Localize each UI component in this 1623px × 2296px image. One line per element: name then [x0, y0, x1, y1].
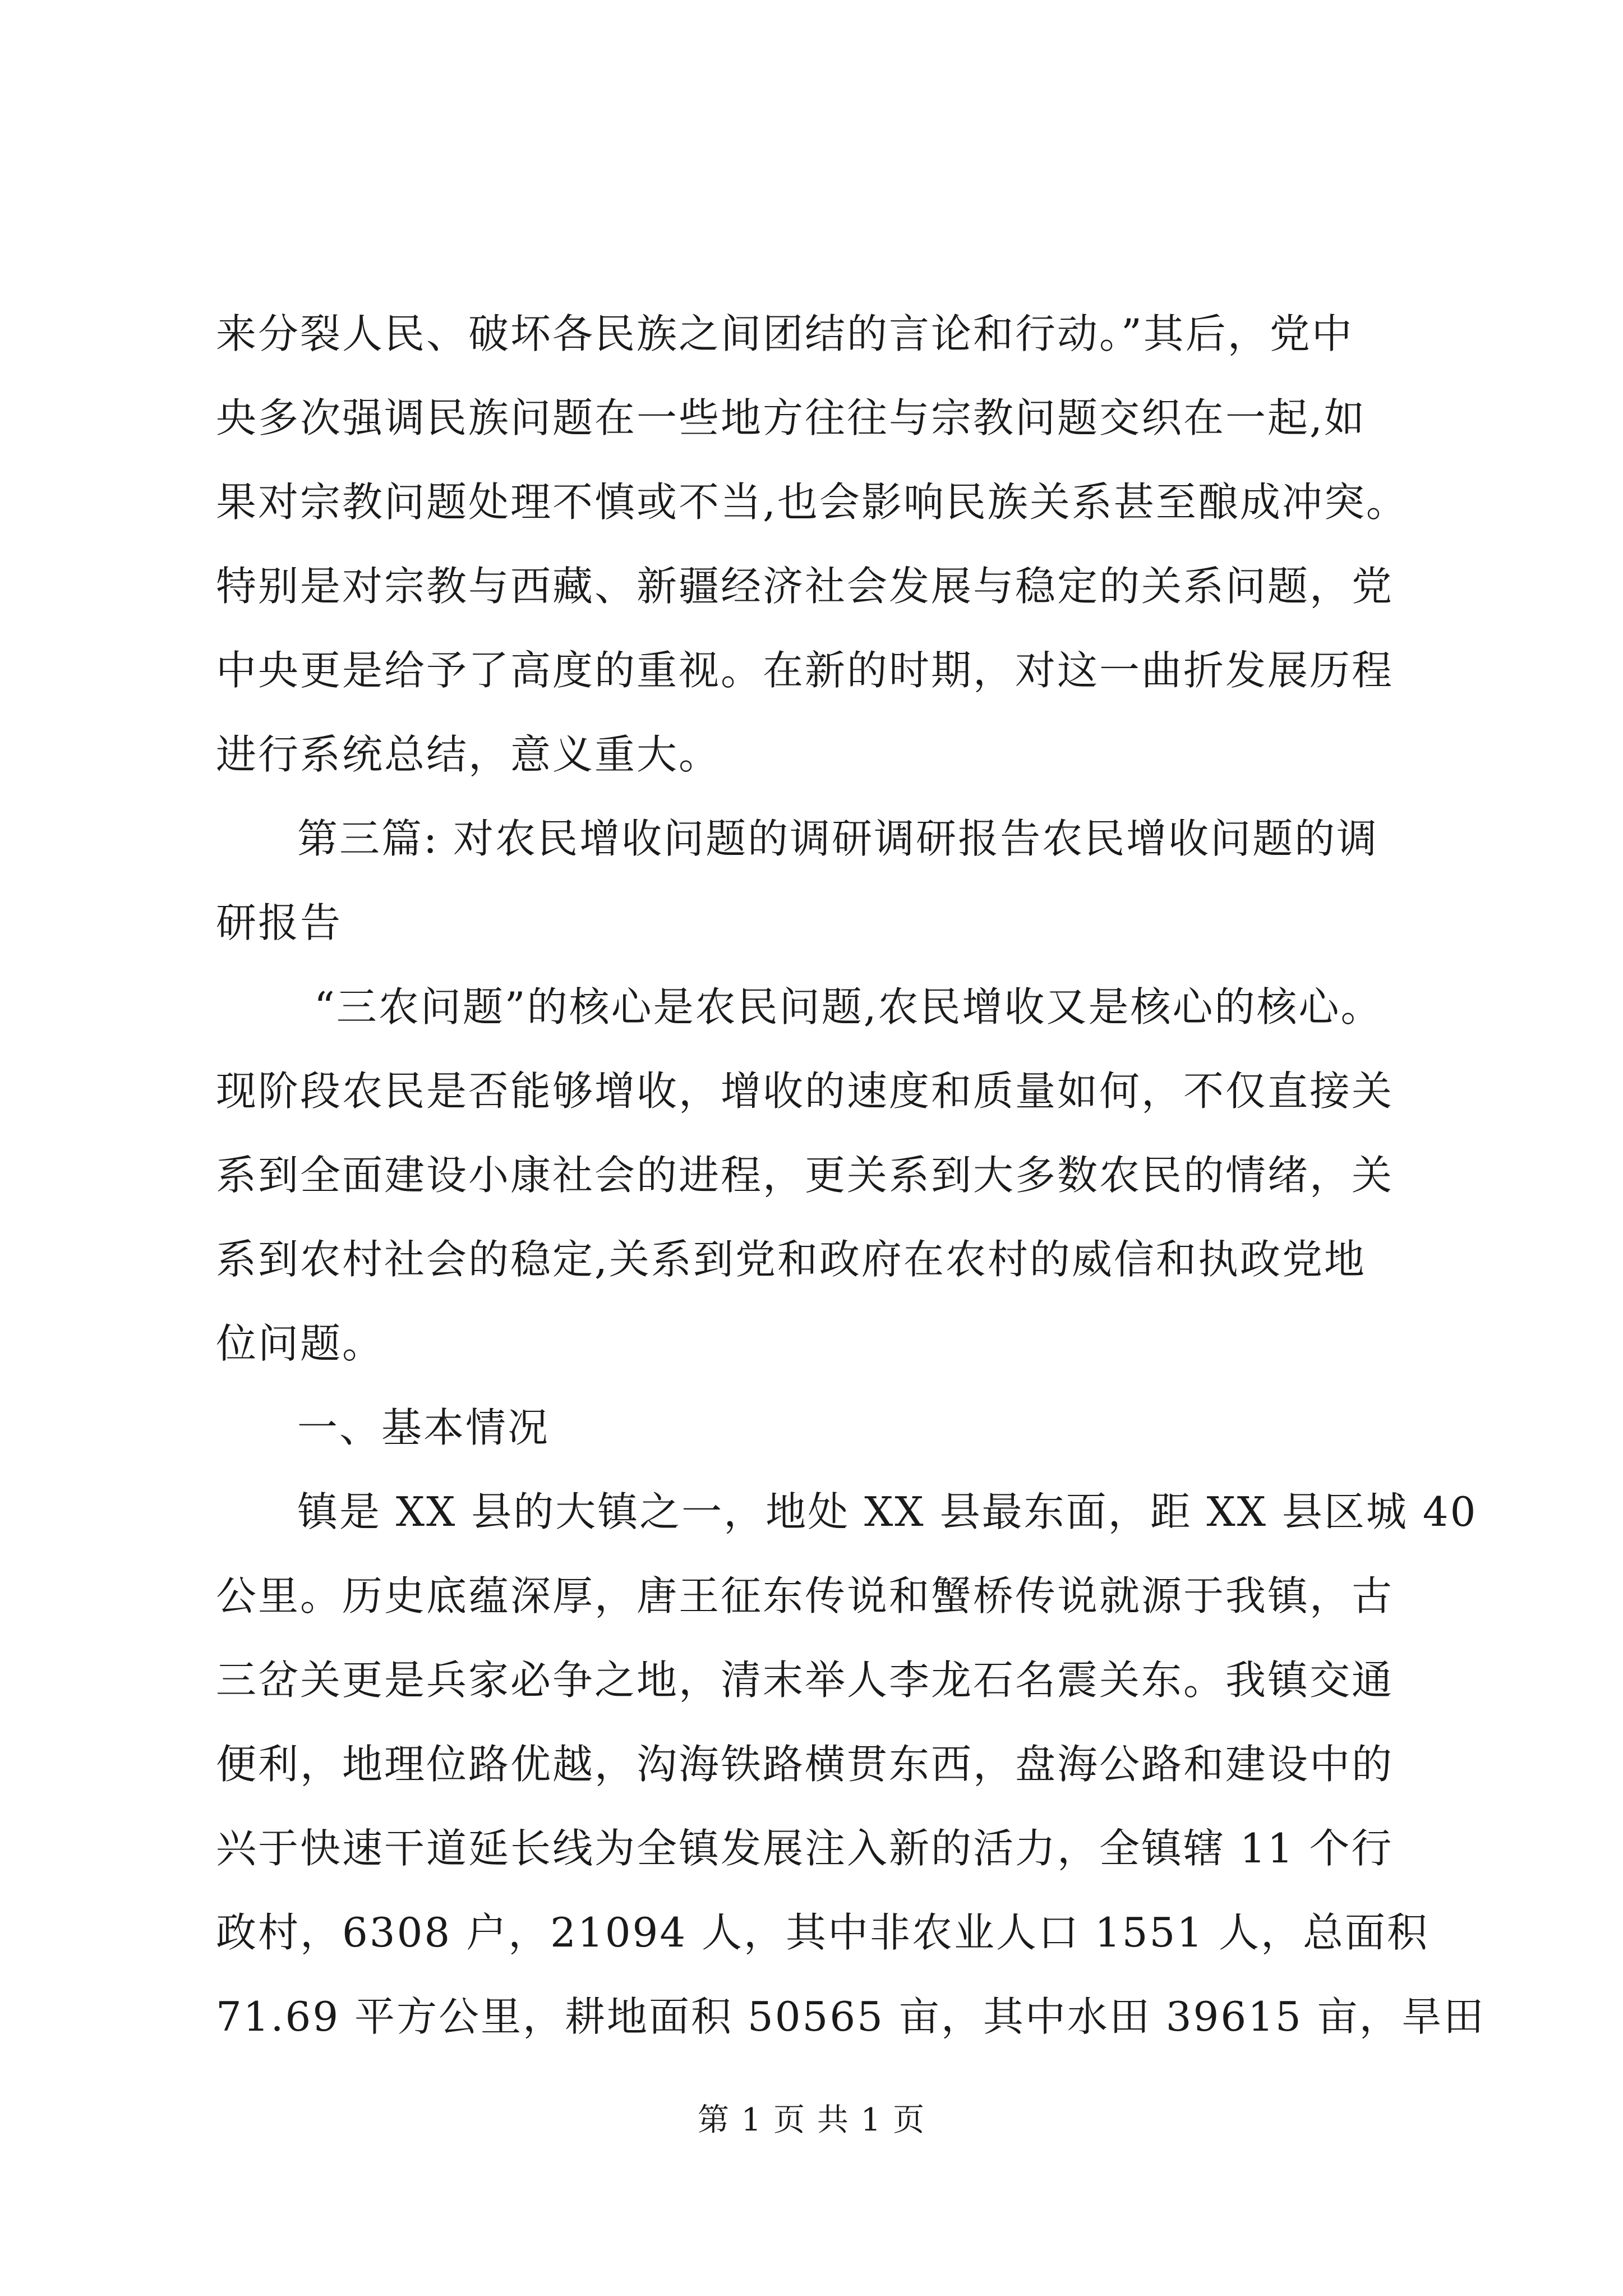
- text-line: 来分裂人民、破坏各民族之间团结的言论和行动。”其后，党中: [216, 310, 1354, 357]
- text-line: 71.69 平方公里，耕地面积 50565 亩，其中水田 39615 亩，旱田: [216, 1993, 1486, 2040]
- text-line: 镇是 XX 县的大镇之一，地处 XX 县最东面，距 XX 县区城 40: [297, 1488, 1478, 1535]
- text-line: 便利，地理位路优越，沟海铁路横贯东西，盘海公路和建设中的: [216, 1741, 1394, 1788]
- text-line: 央多次强调民族问题在一些地方往往与宗教问题交织在一起,如: [216, 394, 1366, 441]
- text-line: 果对宗教问题处理不慎或不当,也会影响民族关系甚至酿成冲突。: [216, 478, 1408, 526]
- section-heading: 第三篇: 对农民增收问题的调研调研报告农民增收问题的调: [297, 815, 1379, 862]
- section-heading: 研报告: [216, 899, 343, 946]
- text-line: 公里。历史底蕴深厚，唐王征东传说和蟹桥传说就源于我镇，古: [216, 1572, 1394, 1619]
- page-footer: 第 1 页 共 1 页: [697, 2102, 926, 2138]
- text-line: 特别是对宗教与西藏、新疆经济社会发展与稳定的关系问题，党: [216, 563, 1394, 610]
- text-line: “三农问题”的核心是农民问题,农民增收又是核心的核心。: [314, 983, 1383, 1030]
- text-line: 进行系统总结，意义重大。: [216, 731, 721, 778]
- text-line: 系到全面建设小康社会的进程，更关系到大多数农民的情绪，关: [216, 1152, 1394, 1199]
- text-line: 三岔关更是兵家必争之地，清末举人李龙石名震关东。我镇交通: [216, 1657, 1394, 1704]
- text-line: 系到农村社会的稳定,关系到党和政府在农村的威信和执政党地: [216, 1236, 1366, 1283]
- text-line: 现阶段农民是否能够增收，增收的速度和质量如何，不仅直接关: [216, 1068, 1394, 1115]
- subsection-title: 一、基本情况: [297, 1404, 550, 1451]
- text-line: 中央更是给予了高度的重视。在新的时期，对这一曲折发展历程: [216, 647, 1394, 694]
- text-line: 兴于快速干道延长线为全镇发展注入新的活力，全镇辖 11 个行: [216, 1825, 1394, 1872]
- text-line: 位问题。: [216, 1320, 385, 1367]
- text-line: 政村，6308 户，21094 人，其中非农业人口 1551 人，总面积: [216, 1909, 1430, 1956]
